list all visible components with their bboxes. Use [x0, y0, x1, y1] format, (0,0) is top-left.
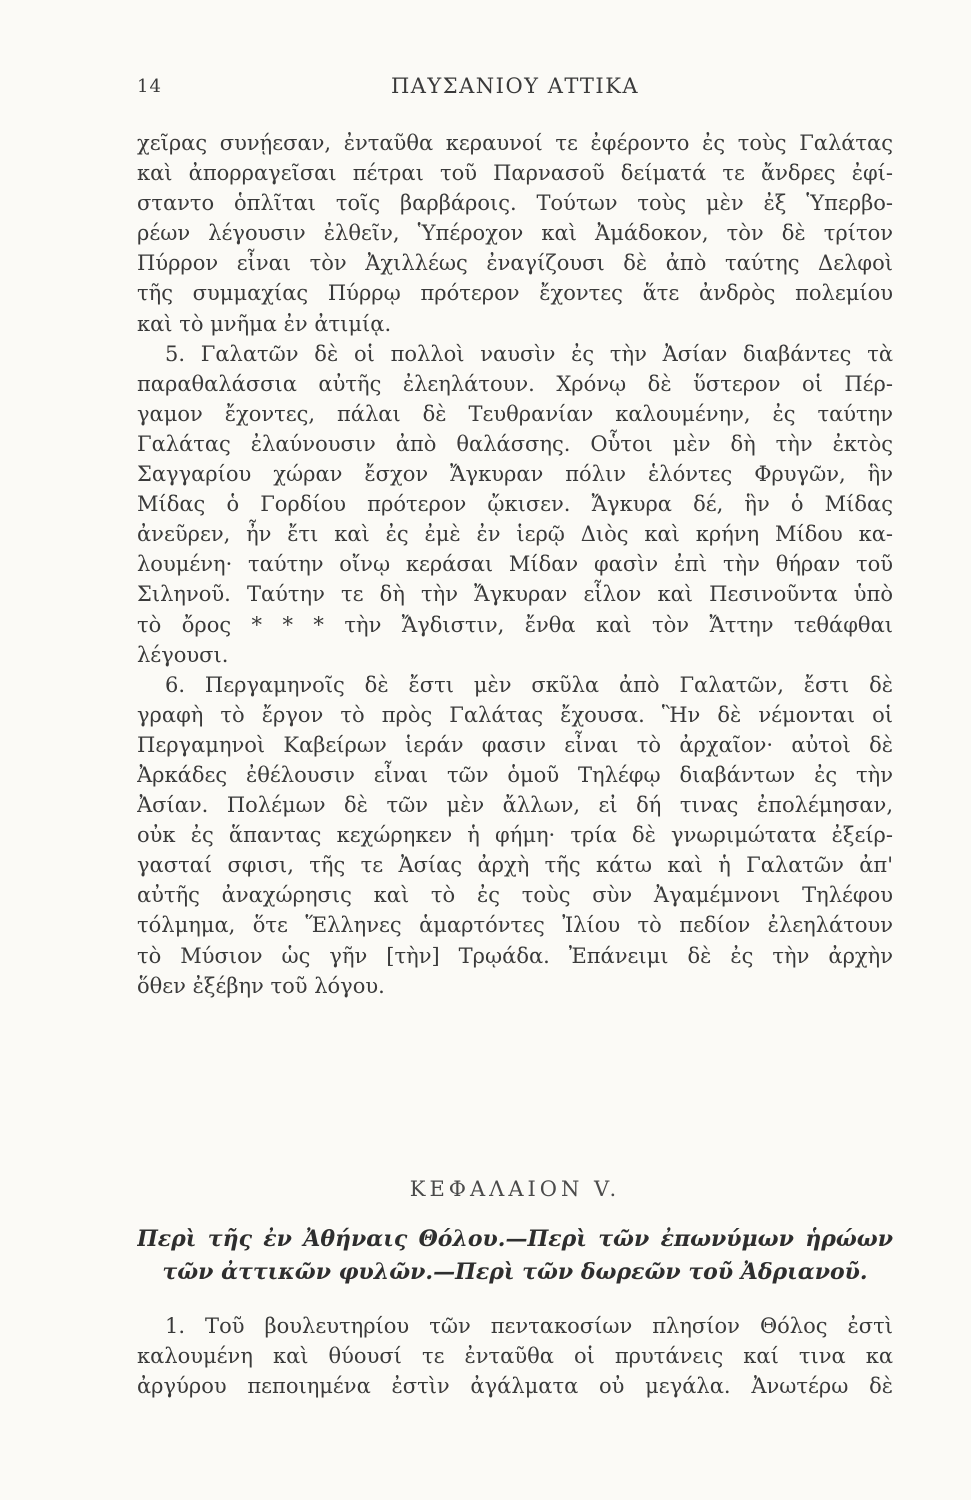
text-line: γραφὴ τὸ ἔργον τὸ πρὸς Γαλάτας ἔχουσα. Ἣν δὲ νέμονται οἱ — [137, 702, 893, 727]
text-line: γασταί σφισι, τῆς τε Ἀσίας ἀρχὴ τῆς κάτω καὶ ἡ Γαλατῶν ἀπ' — [137, 853, 893, 878]
main-text — [137, 128, 893, 1001]
text-line: Σιληνοῦ. Ταύτην τε δὴ τὴν Ἄγκυραν εἷλον καὶ Πεσινοῦντα ὑπὸ — [137, 582, 893, 607]
text-line: 1. Τοῦ βουλευτηρίου τῶν πεντακοσίων πλησίον Θόλος ἐστὶ — [165, 1314, 893, 1338]
text-line: παραθαλάσσια αὐτῆς ἐλεηλάτουν. Χρόνῳ δὲ ὕστερον οἱ Πέρ- — [137, 371, 893, 396]
chapter-text — [137, 1311, 893, 1401]
text-line: τῆς συμμαχίας Πύρρῳ πρότερον ἔχοντες ἅτε ἀνδρὸς πολεμίου — [137, 281, 893, 306]
text-line: αὐτῆς ἀναχώρησις καὶ τὸ ἐς τοὺς σὺν Ἀγαμέμνονι Τηλέφου — [137, 883, 893, 908]
text-line: ρέων λέγουσιν ἐλθεῖν, Ὑπέροχον καὶ Ἀμάδοκον, τὸν δὲ τρίτον — [137, 221, 893, 246]
text-line: Ἀσίαν. Πολέμων δὲ τῶν μὲν ἄλλων, εἰ δή τινας ἐπολέμησαν, — [137, 793, 893, 818]
text-line: ἀργύρου πεποιημένα ἐστὶν ἀγάλματα οὐ μεγάλα. Ἀνωτέρω δὲ — [137, 1374, 893, 1399]
text-line: Μίδας ὁ Γορδίου πρότερον ᾤκισεν. Ἄγκυρα δέ, ἣν ὁ Μίδας — [137, 492, 893, 517]
text-line: σταντο ὁπλῖται τοῖς βαρβάροις. Τούτων τοὺς μὲν ἐξ Ὑπερβο- — [137, 191, 893, 216]
text-line: Περγαμηνοὶ Καβείρων ἱεράν φασιν εἶναι τὸ ἀρχαῖον· αὐτοὶ δὲ — [137, 732, 893, 757]
text-line: καὶ ἀπορραγεῖσαι πέτραι τοῦ Παρνασοῦ δείματά τε ἄνδρες ἐφί- — [137, 161, 893, 186]
page-title: ΠΑΥΣΑΝΙΟΥ ΑΤΤΙΚΑ — [390, 74, 640, 98]
running-head — [137, 70, 893, 106]
text-line: 5. Γαλατῶν δὲ οἱ πολλοὶ ναυσὶν ἐς τὴν Ἀσίαν διαβάντες τὰ — [165, 341, 893, 366]
chapter-summary — [137, 1223, 893, 1289]
text-line: Σαγγαρίου χώραν ἔσχον Ἄγκυραν πόλιν ἑλόντες Φρυγῶν, ἣν — [137, 462, 893, 487]
text-line: λουμένη· ταύτην οἴνῳ κεράσαι Μίδαν φασὶν ἐπὶ τὴν θήραν τοῦ — [137, 552, 893, 577]
summary-line: τῶν ἀττικῶν φυλῶν.—Περὶ τῶν δωρεῶν τοῦ Ἀδριανοῦ. — [162, 1259, 868, 1285]
text-line: λέγουσι. — [137, 642, 229, 667]
text-line: οὐκ ἐς ἅπαντας κεχώρηκεν ἡ φήμη· τρία δὲ γνωριμώτατα ἐξείρ- — [137, 823, 893, 848]
text-line: Πύρρον εἶναι τὸν Ἀχιλλέως ἐναγίζουσι δὲ ἀπὸ ταύτης Δελφοὶ — [137, 251, 893, 276]
text-line: ἀνεῦρεν, ἦν ἔτι καὶ ἐς ἐμὲ ἐν ἱερῷ Διὸς καὶ κρήνη Μίδου κα- — [137, 522, 893, 547]
text-line: τὸ ὄρος * * * τὴν Ἄγδιστιν, ἔνθα καὶ τὸν Ἄττην τεθάφθαι — [137, 612, 893, 637]
text-line: καλουμένη καὶ θύουσί τε ἐνταῦθα οἱ πρυτάνεις καί τινα κα — [137, 1344, 893, 1369]
text-line: καὶ τὸ μνῆμα ἐν ἀτιμίᾳ. — [137, 311, 392, 336]
text-line: ὅθεν ἐξέβην τοῦ λόγου. — [137, 973, 385, 998]
text-line: Ἀρκάδες ἐθέλουσιν εἶναι τῶν ὁμοῦ Τηλέφῳ διαβάντων ἐς τὴν — [137, 762, 893, 787]
page-number: 14 — [137, 76, 162, 97]
chapter-heading: ΚΕΦΑΛΑΙΟΝ V. — [409, 1177, 621, 1201]
text-line: Γαλάτας ἐλαύνουσιν ἀπὸ θαλάσσης. Οὗτοι μὲν δὴ τὴν ἐκτὸς — [137, 431, 893, 456]
text-line: χεῖρας συνῄεσαν, ἐνταῦθα κεραυνοί τε ἐφέροντο ἐς τοὺς Γαλάτας — [137, 131, 893, 155]
text-line: τόλμημα, ὅτε Ἕλληνες ἁμαρτόντες Ἰλίου τὸ πεδίον ἐλεηλάτουν — [137, 913, 893, 938]
summary-line: Περὶ τῆς ἐν Ἀθήναις Θόλου.—Περὶ τῶν ἐπωνύμων ἡρώων — [137, 1226, 893, 1252]
text-line: γαμον ἔχοντες, πάλαι δὲ Τευθρανίαν καλουμένην, ἐς ταύτην — [137, 401, 893, 426]
text-line: 6. Περγαμηνοῖς δὲ ἔστι μὲν σκῦλα ἀπὸ Γαλατῶν, ἔστι δὲ — [165, 672, 893, 697]
text-line: τὸ Μύσιον ὡς γῆν [τὴν] Τρῳάδα. Ἐπάνειμι δὲ ἐς τὴν ἀρχὴν — [137, 943, 893, 968]
